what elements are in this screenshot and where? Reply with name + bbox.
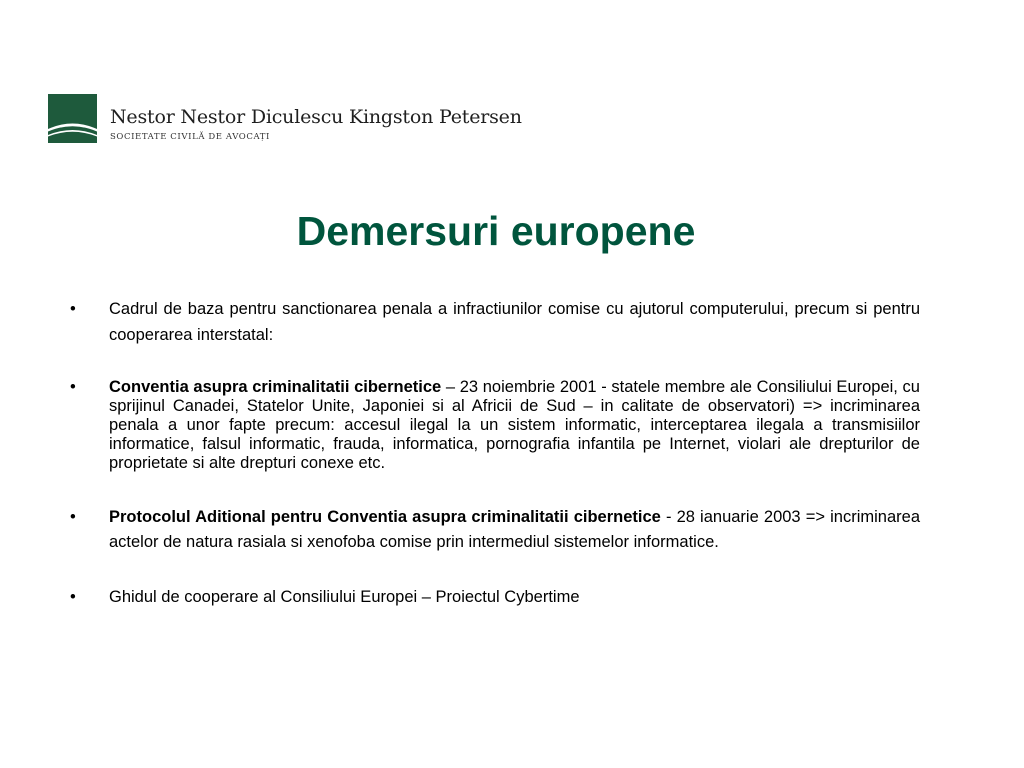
logo-company-name: Nestor Nestor Diculescu Kingston Petersen: [110, 106, 522, 128]
bullet-marker: •: [70, 588, 76, 606]
bullet-bold-term: Protocolul Aditional pentru Conventia asupra criminalitatii cibernetice: [109, 508, 661, 526]
bullet-list: [70, 296, 920, 609]
bullet-item: [70, 505, 920, 555]
bullet-marker: •: [70, 508, 76, 526]
bullet-text: - 28 ianuarie 2003 => incriminarea actelor de natura rasiala si xenofoba comise prin intermediul sistemelor informatice.: [109, 508, 920, 551]
bullet-marker: •: [70, 378, 76, 396]
bullet-item: [70, 296, 920, 348]
bullet-text: Ghidul de cooperare al Consiliului Europei – Proiectul Cybertime: [109, 588, 580, 606]
company-logo: [48, 94, 538, 146]
bullet-item: [70, 585, 920, 609]
bullet-marker: •: [70, 300, 76, 318]
logo-tagline: SOCIETATE CIVILĂ DE AVOCAȚI: [110, 132, 270, 142]
bullet-text: Cadrul de baza pentru sanctionarea penala a infractiunilor comise cu ajutorul computerului, precum si pentru cooperarea interstatal:: [109, 300, 920, 344]
bridge-arc-logo-icon: [48, 94, 97, 143]
bullet-item: [70, 378, 920, 473]
slide-title: Demersuri europene: [296, 208, 696, 254]
bullet-text: – 23 noiembrie 2001 - statele membre ale Consiliului Europei, cu sprijinul Canadei, Statelor Unite, Japoniei si al Africii de Sud – in calitate de observatori) => incriminarea penala a unor fapte precum: accesul ilegal la un sistem informatic, interceptarea ilegala a transmisiilor informatice, falsul informatic, frauda, informatica, pornografia infantila pe Internet, violari ale drepturilor de proprietate si alte drepturi conexe etc.: [109, 378, 920, 472]
bullet-bold-term: Conventia asupra criminalitatii cibernetice: [109, 378, 442, 396]
